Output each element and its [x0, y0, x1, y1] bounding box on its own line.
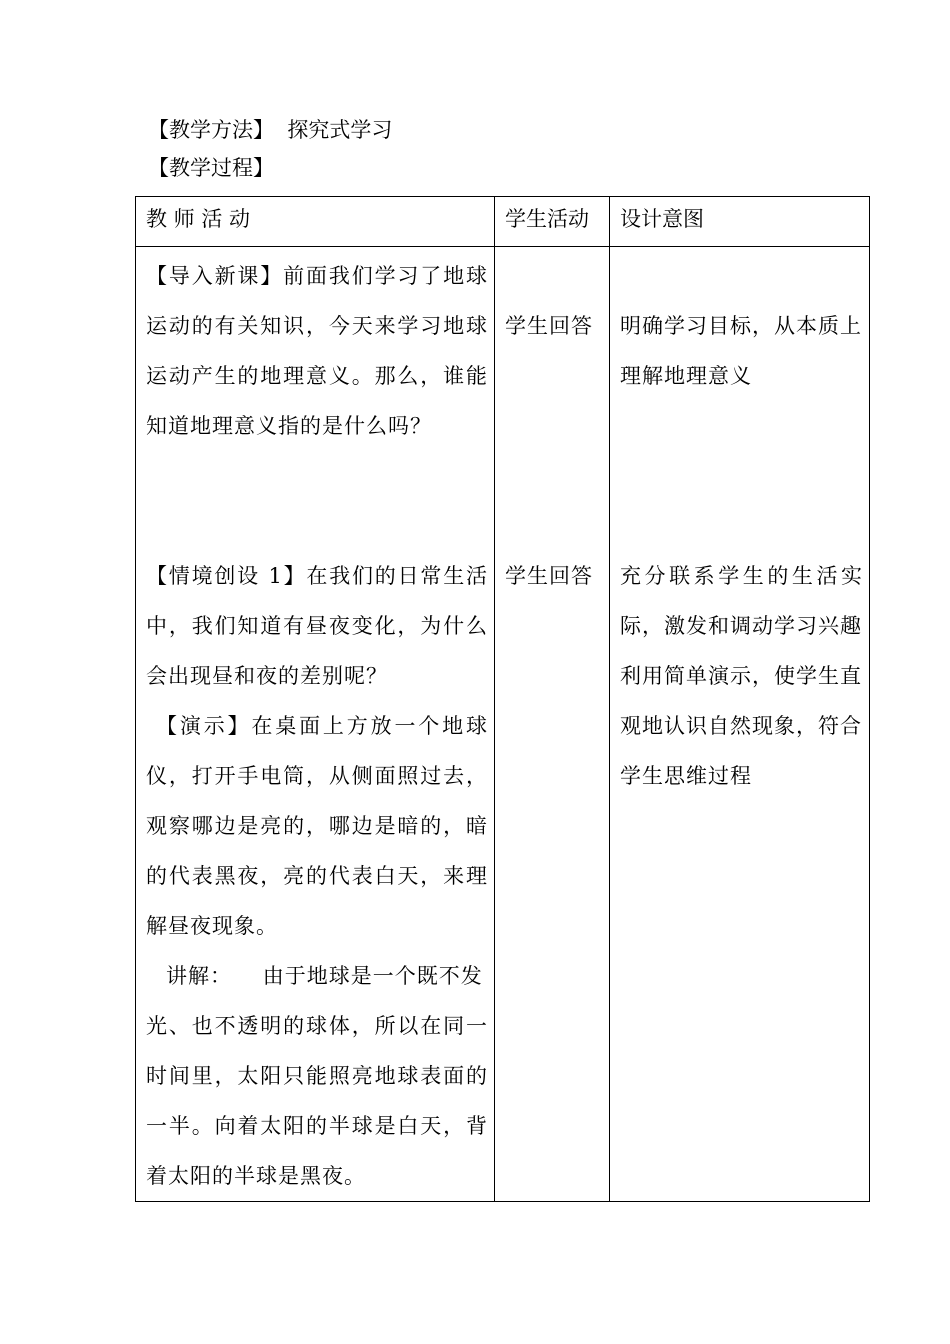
intent1-line-1: 明确学习目标，从本质上: [620, 314, 862, 338]
table-row: [136, 247, 870, 1202]
scenario-line-2: 中，我们知道有昼夜变化，为什么: [146, 614, 488, 638]
demo-line-2: 仪，打开手电筒，从侧面照过去，: [146, 764, 488, 788]
explain-line-5: 着太阳的半球是黑夜。: [146, 1164, 366, 1188]
lesson-table: [135, 196, 870, 1202]
student-answer-2: 学生回答: [505, 564, 593, 588]
explain-line-1: 讲解： 由于地球是一个既不发: [166, 964, 483, 988]
explain-line-4: 一半。向着太阳的半球是白天，背: [146, 1114, 488, 1138]
header-teacher-activity: 教 师 活 动: [136, 197, 495, 247]
scenario-line-1: 【情境创设 1】在我们的日常生活: [146, 564, 488, 588]
teacher-activity-cell: [136, 247, 495, 1202]
demo-line-3: 观察哪边是亮的，哪边是暗的，暗: [146, 814, 488, 838]
header-student-activity: 学生活动: [495, 197, 610, 247]
intro-line-1: 【导入新课】前面我们学习了地球: [146, 264, 488, 288]
demo-line-4: 的代表黑夜，亮的代表白天，来理: [146, 864, 488, 888]
teaching-process-heading: 【教学过程】: [148, 156, 274, 180]
teaching-method-heading: 【教学方法】 探究式学习: [148, 118, 393, 142]
intent2-line-2: 际，激发和调动学习兴趣: [620, 614, 862, 638]
intent2-line-5: 学生思维过程: [620, 764, 752, 788]
table-header-row: [136, 197, 870, 247]
intent2-line-3: 利用简单演示，使学生直: [620, 664, 862, 688]
demo-line-1: 【演示】在桌面上方放一个地球: [156, 714, 488, 738]
header-design-intent: 设计意图: [610, 197, 870, 247]
intent2-line-1: 充分联系学生的生活实: [620, 564, 863, 588]
explain-line-2: 光、也不透明的球体，所以在同一: [146, 1014, 488, 1038]
intro-line-2: 运动的有关知识，今天来学习地球: [146, 314, 488, 338]
demo-line-5: 解昼夜现象。: [146, 914, 278, 938]
intent2-line-4: 观地认识自然现象，符合: [620, 714, 862, 738]
student-activity-cell: [495, 247, 610, 1202]
design-intent-cell: [610, 247, 870, 1202]
explain-line-3: 时间里，太阳只能照亮地球表面的: [146, 1064, 488, 1088]
intent1-line-2: 理解地理意义: [620, 364, 752, 388]
student-answer-1: 学生回答: [505, 314, 593, 338]
intro-line-3: 运动产生的地理意义。那么，谁能: [146, 364, 488, 388]
scenario-line-3: 会出现昼和夜的差别呢？: [146, 664, 388, 688]
intro-line-4: 知道地理意义指的是什么吗？: [146, 414, 432, 438]
